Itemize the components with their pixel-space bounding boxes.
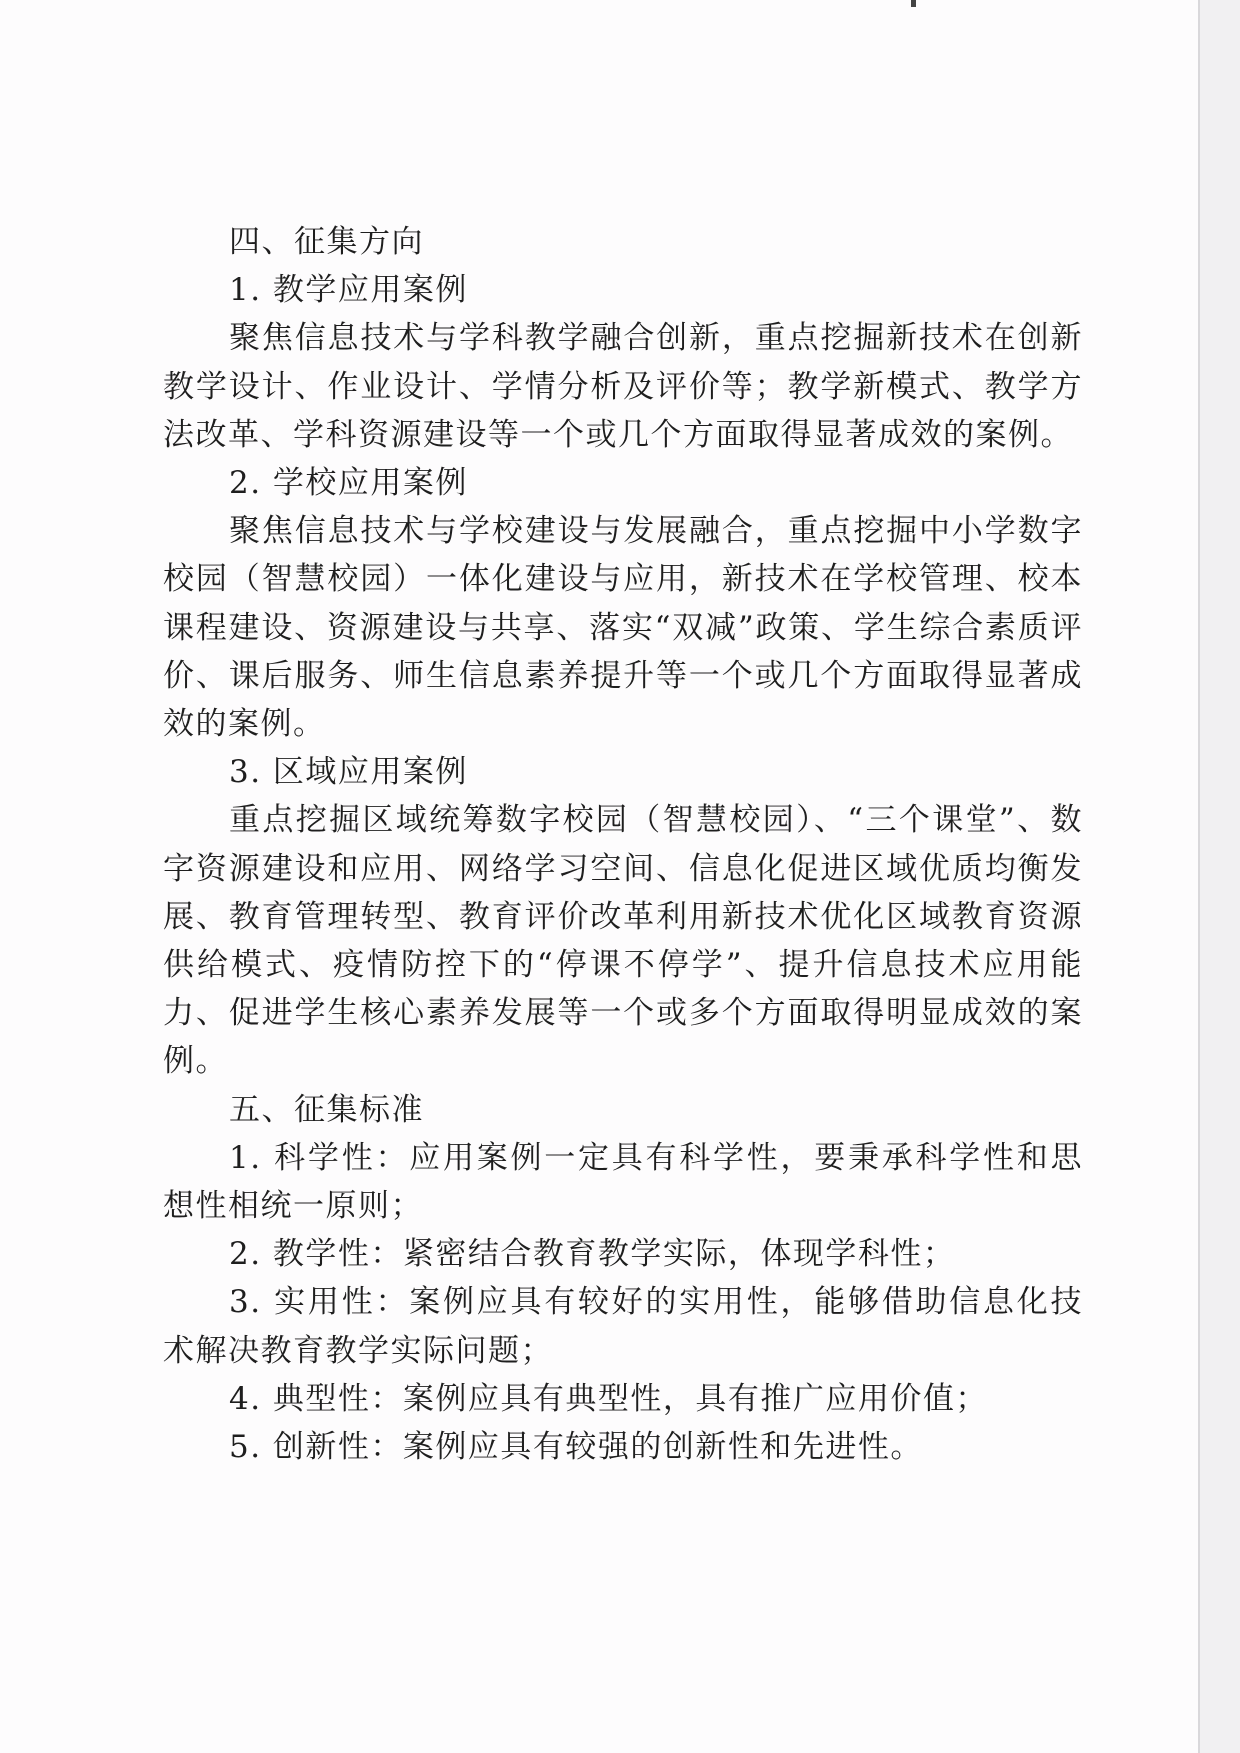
section-4-heading: 四、征集方向 bbox=[229, 224, 424, 260]
section-5-item-3: 3. 实用性：案例应具有较好的实用性，能够借助信息化技术解决教育教学实际问题； bbox=[163, 1284, 1083, 1369]
section-4-item-1-title: 1. 教学应用案例 bbox=[229, 272, 468, 309]
section-5-item-2: 2. 教学性：紧密结合教育教学实际，体现学科性； bbox=[229, 1236, 956, 1273]
section-4-item-2-body: 聚焦信息技术与学校建设与发展融合，重点挖掘中小学数字校园（智慧校园）一体化建设与应用，新技术在学校管理、校本课程建设、资源建设与共享、落实“双减”政策、学生综合素质评价、课后服务、师生信息素养提升等一个或几个方面取得显著成效的案例。 bbox=[163, 513, 1083, 743]
section-4-item-1-body: 聚焦信息技术与学科教学融合创新，重点挖掘新技术在创新教学设计、作业设计、学情分析及评价等；教学新模式、教学方法改革、学科资源建设等一个或几个方面取得显著成效的案例。 bbox=[163, 320, 1083, 453]
section-4-item-3-body: 重点挖掘区域统筹数字校园（智慧校园）、“三个课堂”、数字资源建设和应用、网络学习空间、信息化促进区域优质均衡发展、教育管理转型、教育评价改革利用新技术优化区域教育资源供给模式、疫情防控下的“停课不停学”、提升信息技术应用能力、促进学生核心素养发展等一个或多个方面取得明显成效的案例。 bbox=[163, 802, 1083, 1080]
document-body bbox=[163, 218, 1083, 1471]
scan-mark bbox=[911, 0, 916, 7]
section-4-item-2-title: 2. 学校应用案例 bbox=[229, 465, 468, 502]
section-5-item-5: 5. 创新性：案例应具有较强的创新性和先进性。 bbox=[229, 1429, 923, 1466]
section-5-heading: 五、征集标准 bbox=[229, 1091, 424, 1128]
section-5-item-1: 1. 科学性：应用案例一定具有科学性，要秉承科学性和思想性相统一原则； bbox=[163, 1139, 1083, 1225]
section-5-item-4: 4. 典型性：案例应具有典型性，具有推广应用价值； bbox=[229, 1380, 988, 1417]
section-4-item-3-title: 3. 区域应用案例 bbox=[229, 754, 468, 791]
page-edge-shadow bbox=[1198, 0, 1240, 1753]
